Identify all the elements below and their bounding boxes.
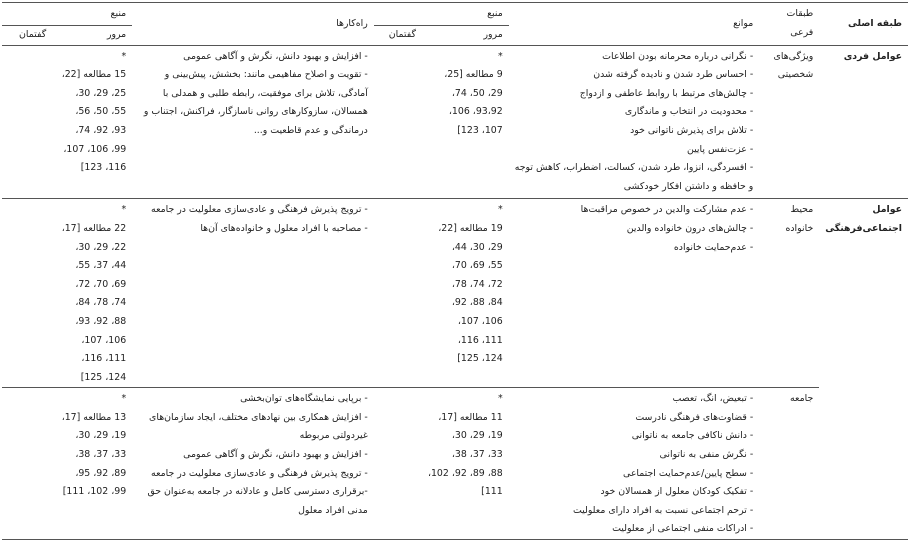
source-review-line: 72، 74، 78، — [451, 278, 503, 290]
barrier-item: - نگرانی درباره محرمانه بودن اطلاعات — [602, 50, 754, 62]
barrier-item: - تلاش برای پذیرش ناتوانی خود — [630, 124, 754, 136]
source-review-line: 29، 50، 74، — [451, 87, 503, 99]
sub-category-cell: محیط خانواده — [785, 204, 814, 234]
solution-item: غیردولتی مربوطه — [299, 430, 368, 442]
sub-category-cell: ویژگی‌های شخصیتی — [773, 50, 814, 81]
solutions-cell — [132, 388, 374, 540]
source2-review-cell — [52, 388, 132, 540]
source-marker: * — [498, 50, 503, 62]
source2-interview-cell — [2, 388, 52, 540]
source-review-line: 99، 102، 111] — [62, 486, 127, 498]
source-interview-cell — [374, 388, 422, 540]
header-row — [2, 3, 908, 26]
source-review-line: 19، 29، 30، — [75, 430, 127, 442]
barrier-item: - تبعیض، انگ، تعصب — [672, 393, 754, 405]
header-source-2: منبع — [2, 3, 132, 26]
source-review-line: 25، 29، 30، — [75, 87, 127, 99]
source-review-line: 33، 37، 38، — [451, 449, 503, 461]
source-review-line: 99، 106، 107، — [63, 143, 127, 155]
source-review-line: 93،92، 106، — [448, 106, 503, 118]
header-main-category: طبقه اصلی — [848, 17, 902, 29]
barriers-cell — [509, 45, 760, 199]
source-review-line: 19، 29، 30، — [451, 430, 503, 442]
source-review-line: 124، 125] — [80, 371, 127, 383]
source-review-line: 88، 89، 92، 102، — [427, 467, 503, 479]
table-row — [2, 199, 908, 388]
source-review-line: 111، 116، — [81, 353, 127, 365]
source-review-line: 22، 29، 30، — [75, 241, 127, 253]
solutions-cell — [132, 199, 374, 388]
source-review-line: 44، 37، 55، — [75, 260, 127, 272]
source-review-line: 89، 92، 95، — [75, 467, 127, 479]
header-solutions: راه‌کارها — [336, 17, 368, 29]
solution-item: آمادگی، تلاش برای موفقیت، رابطه طلبی و همدلی با — [162, 87, 368, 99]
barrier-item: - تفکیک کودکان معلول از همسالان خود — [600, 486, 754, 498]
solution-item: درماندگی و عدم قاطعیت و... — [253, 124, 368, 136]
solution-item: -برقراری دسترسی کامل و عادلانه در جامعه به‌عنوان حق — [147, 486, 368, 498]
header-interview-1: گفتمان — [388, 29, 416, 40]
solution-item: - تقویت و اصلاح مفاهیمی مانند: بخشش، پیش‌بینی و — [164, 69, 368, 81]
main-category-cell: عوامل فردی — [843, 50, 902, 62]
source-review-cell — [422, 45, 509, 199]
barrier-item: و حافظه و داشتن افکار خودکشی — [623, 180, 754, 192]
source-marker: * — [498, 393, 503, 405]
solutions-cell — [132, 45, 374, 199]
barrier-item: - دانش ناکافی جامعه به ناتوانی — [631, 430, 754, 442]
source-review-line: 116، 123] — [80, 162, 127, 174]
sub-category-cell: جامعه — [790, 393, 814, 405]
source-review-line: 9 مطالعه [25، — [444, 69, 503, 81]
source-review-line: 55، 69، 70، — [451, 260, 503, 272]
source-review-line: 74، 78، 84، — [75, 297, 127, 309]
barrier-item: - عزت‌نفس پایین — [686, 143, 754, 155]
barrier-item: - عدم مشارکت والدین در خصوص مراقبت‌ها — [580, 204, 754, 216]
source-review-line: 55، 50، 56، — [75, 106, 127, 118]
header-barriers: موانع — [733, 17, 754, 29]
solution-item: - ترویج پذیرش فرهنگی و عادی‌سازی معلولیت در جامعه — [151, 467, 368, 479]
source-marker: * — [121, 204, 127, 216]
source-review-line: 84، 88، 92، — [451, 297, 503, 309]
barrier-item: - چالش‌های مرتبط با روابط عاطفی و ازدواج — [579, 87, 754, 99]
barriers-cell — [509, 199, 760, 388]
source-marker: * — [498, 204, 503, 216]
solution-item: - ترویج پذیرش فرهنگی و عادی‌سازی معلولیت در جامعه — [151, 204, 368, 216]
barrier-item: - ادراکات منفی اجتماعی از معلولیت — [612, 523, 754, 535]
source2-review-cell — [52, 45, 132, 199]
solution-item: - افزایش و بهبود دانش، نگرش و آگاهی عمومی — [183, 449, 368, 461]
solution-item: - مصاحبه با افراد معلول و خانواده‌های آن‌ها — [200, 222, 368, 234]
barrier-item: - محدودیت در انتخاب و ماندگاری — [624, 106, 754, 118]
source-review-line: 15 مطالعه [22، — [61, 69, 127, 81]
solution-item: - افزایش و بهبود دانش، نگرش و آگاهی عمومی — [183, 50, 368, 62]
source-review-line: 33، 37، 38، — [75, 449, 127, 461]
source-review-line: 29، 30، 44، — [451, 241, 503, 253]
barrier-item: - قضاوت‌های فرهنگی نادرست — [635, 411, 754, 423]
solution-item: - برپایی نمایشگاه‌های توان‌بخشی — [240, 393, 368, 405]
source-interview-cell — [374, 45, 422, 199]
source-review-line: 93، 92، 74، — [75, 124, 127, 136]
header-interview-2: گفتمان — [19, 29, 47, 40]
source-marker: * — [121, 393, 127, 405]
table-row — [2, 388, 908, 540]
header-review-2: مرور — [106, 29, 127, 40]
header-review-1: مرور — [483, 29, 503, 40]
source-review-line: 88، 92، 93، — [75, 315, 127, 327]
header-sub-category: طبقات فرعی — [786, 8, 814, 38]
table-row — [2, 45, 908, 199]
barrier-item: - عدم‌حمایت خانواده — [673, 241, 754, 253]
source2-interview-cell — [2, 45, 52, 199]
main-category-cell: عوامل اجتماعی‌فرهنگی — [819, 199, 908, 540]
source-review-line: 19 مطالعه [22، — [438, 222, 503, 234]
source-review-line: 124، 125] — [457, 353, 503, 365]
barriers-solutions-table — [2, 2, 908, 540]
barrier-item: - نگرش منفی به ناتوانی — [659, 449, 754, 461]
source-review-line: 111، 116، — [457, 334, 503, 346]
source-review-line: 11 مطالعه [17، — [438, 411, 503, 423]
source-review-cell — [422, 388, 509, 540]
barrier-item: - ترحم اجتماعی نسبت به افراد دارای معلولیت — [572, 504, 754, 516]
source2-review-cell — [52, 199, 132, 388]
source-review-line: 13 مطالعه [17، — [61, 411, 127, 423]
source-review-line: 106، 107، — [81, 334, 127, 346]
barrier-item: - چالش‌های درون خانواده والدین — [626, 222, 754, 234]
solution-item: مدنی افراد معلول — [298, 504, 368, 516]
solution-item: همسالان، سازوکارهای روانی ناسازگار، فراکنش، اجتناب و — [143, 106, 368, 118]
source-review-line: 22 مطالعه [17، — [61, 222, 127, 234]
source-review-line: 106، 107، — [457, 315, 503, 327]
source-review-cell — [422, 199, 509, 388]
source-review-line: 111] — [481, 486, 503, 498]
header-source-1: منبع — [374, 3, 509, 26]
barrier-item: - احساس طرد شدن و نادیده گرفته شدن — [593, 69, 754, 81]
barrier-item: - سطح پایین/عدم‌حمایت اجتماعی — [623, 467, 754, 479]
barrier-item: - افسردگی، انزوا، طرد شدن، کسالت، اضطراب، کاهش توجه — [514, 162, 754, 174]
source-review-line: 107، 123] — [457, 124, 503, 136]
source-marker: * — [121, 50, 127, 62]
solution-item: - افزایش همکاری بین نهادهای مختلف، ایجاد سازمان‌های — [149, 411, 368, 423]
barriers-cell — [509, 388, 760, 540]
source-review-line: 69، 70، 72، — [75, 278, 127, 290]
source-interview-cell — [374, 199, 422, 388]
source2-interview-cell — [2, 199, 52, 388]
